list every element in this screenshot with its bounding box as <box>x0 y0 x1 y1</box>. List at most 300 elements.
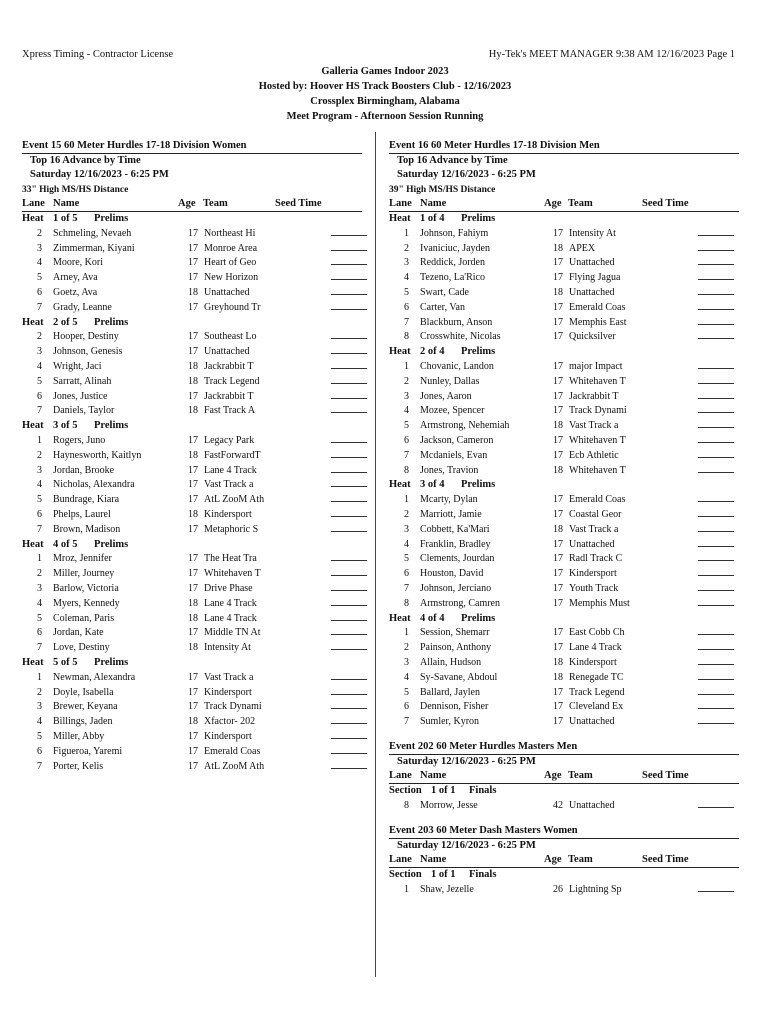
athlete-name: Shaw, Jezelle <box>420 883 474 895</box>
event-datetime: Saturday 12/16/2023 - 6:25 PM <box>397 755 536 767</box>
lane-number: 3 <box>37 582 42 594</box>
lane-number: 4 <box>404 405 409 417</box>
athlete-age: 17 <box>553 568 563 580</box>
team-name: Lane 4 Track <box>569 642 622 654</box>
athlete-age: 17 <box>553 508 563 520</box>
lane-number: 8 <box>404 799 409 811</box>
entry-row <box>22 390 362 405</box>
heat-label: Heat <box>389 346 411 358</box>
team-name: Kindersport <box>204 730 252 742</box>
name-header: Name <box>420 854 447 866</box>
athlete-age: 17 <box>188 745 198 757</box>
athlete-name: Figueroa, Yaremi <box>53 745 123 757</box>
lane-number: 7 <box>37 642 42 654</box>
athlete-age: 17 <box>188 346 198 358</box>
athlete-age: 18 <box>553 656 563 668</box>
athlete-age: 17 <box>553 301 563 313</box>
entry-row <box>389 316 739 331</box>
seed-time-blank <box>698 368 734 369</box>
athlete-age: 26 <box>553 883 563 895</box>
lane-number: 3 <box>37 701 42 713</box>
heat-label: Heat <box>389 479 411 491</box>
team-name: Jackrabbit T <box>204 390 254 402</box>
athlete-age: 17 <box>188 227 198 239</box>
seed-time-blank <box>698 398 734 399</box>
lane-number: 5 <box>404 553 409 565</box>
team-name: Lane 4 Track <box>204 464 257 476</box>
entry-row <box>22 493 362 508</box>
athlete-age: 17 <box>553 257 563 269</box>
athlete-age: 18 <box>188 597 198 609</box>
team-header: Team <box>568 854 593 866</box>
athlete-name: Haynesworth, Kaitlyn <box>53 449 142 461</box>
team-name: Youth Track <box>569 582 619 594</box>
entry-row <box>22 582 362 597</box>
hurdle-spec: 39" High MS/HS Distance <box>389 184 496 195</box>
athlete-name: Carter, Van <box>420 301 465 313</box>
entry-row <box>22 360 362 375</box>
seed-time-blank <box>331 264 367 265</box>
seed-time-blank <box>698 501 734 502</box>
spacer <box>389 814 739 824</box>
seed-time-blank <box>698 383 734 384</box>
team-name: Unattached <box>569 716 615 728</box>
meet-titles <box>0 64 770 124</box>
team-name: Unattached <box>204 346 250 358</box>
lane-number: 6 <box>404 701 409 713</box>
team-name: Kindersport <box>569 656 617 668</box>
round-type: Prelims <box>94 420 129 432</box>
heat-header <box>389 868 739 883</box>
team-name: East Cobb Ch <box>569 627 625 639</box>
athlete-age: 18 <box>553 464 563 476</box>
athlete-age: 17 <box>188 464 198 476</box>
athlete-name: Jones, Aaron <box>420 390 472 402</box>
athlete-age: 17 <box>553 701 563 713</box>
athlete-age: 17 <box>553 538 563 550</box>
lane-number: 7 <box>37 760 42 772</box>
team-name: Ecb Athletic <box>569 449 619 461</box>
athlete-age: 17 <box>188 701 198 713</box>
advance-rule: Top 16 Advance by Time <box>30 155 141 166</box>
lane-number: 1 <box>37 553 42 565</box>
team-name: Coastal Geor <box>569 508 622 520</box>
athlete-age: 17 <box>553 597 563 609</box>
athlete-age: 17 <box>188 730 198 742</box>
athlete-name: Armstrong, Camren <box>420 597 500 609</box>
entry-row <box>389 419 739 434</box>
round-type: Prelims <box>94 538 129 550</box>
seed-time-blank <box>331 723 367 724</box>
team-name: Middle TN At <box>204 627 261 639</box>
team-name: Intensity At <box>204 642 251 654</box>
entry-row <box>22 730 362 745</box>
heat-header <box>389 784 739 799</box>
athlete-name: Franklin, Bradley <box>420 538 491 550</box>
athlete-age: 17 <box>188 257 198 269</box>
entry-row <box>22 552 362 567</box>
seed-time-blank <box>698 324 734 325</box>
entry-row <box>389 508 739 523</box>
entry-row <box>389 641 739 656</box>
lane-number: 6 <box>37 287 42 298</box>
seed-time-blank <box>698 531 734 532</box>
lane-number: 7 <box>404 449 409 461</box>
seed-time-blank <box>331 679 367 680</box>
meet-name: Galleria Games Indoor 2023 <box>321 66 449 77</box>
athlete-age: 18 <box>188 642 198 654</box>
athlete-age: 18 <box>188 287 198 298</box>
seed-time-blank <box>331 768 367 769</box>
entry-row <box>389 582 739 597</box>
athlete-age: 17 <box>188 568 198 580</box>
athlete-name: Crosswhite, Nicolas <box>420 331 501 343</box>
seed-time-blank <box>331 294 367 295</box>
round-type: Prelims <box>461 479 496 491</box>
seed-time-blank <box>331 575 367 576</box>
seed-time-blank <box>698 634 734 635</box>
athlete-age: 17 <box>188 301 198 313</box>
athlete-age: 17 <box>188 434 198 446</box>
seed-time-blank <box>331 353 367 354</box>
entry-row <box>389 301 739 316</box>
event-title: Event 203 60 Meter Dash Masters Women <box>389 824 739 839</box>
seed-time-blank <box>698 442 734 443</box>
age-header: Age <box>544 198 562 210</box>
seed-time-blank <box>331 412 367 413</box>
lane-number: 7 <box>404 316 409 328</box>
page-header <box>22 49 735 62</box>
lane-number: 2 <box>404 375 409 387</box>
entry-row <box>389 686 739 701</box>
seed-time-blank <box>698 264 734 265</box>
seed-time-blank <box>698 723 734 724</box>
athlete-name: Hooper, Destiny <box>53 331 119 343</box>
advance-rule: Top 16 Advance by Time <box>397 155 508 166</box>
team-name: Southeast Lo <box>204 331 257 343</box>
lane-number: 1 <box>404 883 409 895</box>
entry-row <box>22 641 362 656</box>
athlete-age: 17 <box>188 582 198 594</box>
heat-header <box>389 212 739 227</box>
lane-number: 2 <box>37 686 42 698</box>
seed-time-blank <box>331 472 367 473</box>
lane-number: 6 <box>37 627 42 639</box>
entry-row <box>22 464 362 479</box>
seed-time-blank <box>331 694 367 695</box>
entry-row <box>389 360 739 375</box>
entry-row <box>389 330 739 345</box>
heat-number: 4 of 5 <box>53 538 78 550</box>
seed-time-blank <box>331 398 367 399</box>
lane-number: 5 <box>37 375 42 387</box>
heat-label: Section <box>389 868 422 880</box>
lane-number: 5 <box>37 494 42 506</box>
left-column <box>22 139 362 774</box>
round-type: Prelims <box>94 213 129 225</box>
heat-label: Heat <box>22 656 44 668</box>
athlete-name: Goetz, Ava <box>53 287 98 298</box>
heat-number: 1 of 4 <box>420 213 445 225</box>
athlete-age: 17 <box>553 494 563 506</box>
seed-time-blank <box>698 412 734 413</box>
team-name: Track Legend <box>204 375 260 387</box>
seed-time-blank <box>331 620 367 621</box>
heat-number: 5 of 5 <box>53 656 78 668</box>
athlete-name: Painson, Anthony <box>420 642 492 654</box>
lane-number: 2 <box>37 227 42 239</box>
seed-time-blank <box>698 694 734 695</box>
team-name: Renegade TC <box>569 671 624 683</box>
athlete-name: Ballard, Jaylen <box>420 686 480 698</box>
athlete-age: 18 <box>553 287 563 298</box>
athlete-age: 17 <box>553 434 563 446</box>
name-header: Name <box>420 198 447 210</box>
team-name: APEX <box>569 242 596 254</box>
athlete-age: 17 <box>188 671 198 683</box>
column-divider <box>375 132 376 977</box>
team-name: Intensity At <box>569 227 616 239</box>
athlete-age: 17 <box>553 642 563 654</box>
team-name: Legacy Park <box>204 434 255 446</box>
entry-row <box>389 242 739 257</box>
heat-label: Section <box>389 785 422 797</box>
athlete-name: Brown, Madison <box>53 523 121 535</box>
team-name: Heart of Geo <box>204 257 257 269</box>
athlete-name: Miller, Journey <box>53 568 115 580</box>
team-name: Fast Track A <box>204 405 256 417</box>
athlete-name: Mcdaniels, Evan <box>420 449 488 461</box>
entry-row <box>22 345 362 360</box>
team-name: Lightning Sp <box>569 883 622 895</box>
athlete-age: 18 <box>553 671 563 683</box>
team-name: Track Legend <box>569 686 625 698</box>
team-name: Kindersport <box>204 686 252 698</box>
heat-number: 4 of 4 <box>420 612 445 624</box>
team-name: Track Dynami <box>569 405 627 417</box>
athlete-name: Marriott, Jamie <box>420 508 482 520</box>
team-name: Jackrabbit T <box>569 390 619 402</box>
athlete-name: Mroz, Jennifer <box>53 553 112 565</box>
athlete-age: 42 <box>553 799 563 811</box>
heat-header <box>22 538 362 553</box>
lane-number: 8 <box>404 597 409 609</box>
lane-header: Lane <box>389 198 412 210</box>
lane-number: 4 <box>404 671 409 683</box>
athlete-name: Grady, Leanne <box>53 301 112 313</box>
team-name: Track Dynami <box>204 701 262 713</box>
seed-time-blank <box>331 235 367 236</box>
seed-time-blank <box>698 457 734 458</box>
seed-time-blank <box>331 368 367 369</box>
athlete-name: Daniels, Taylor <box>53 405 115 417</box>
athlete-age: 18 <box>188 375 198 387</box>
entry-row <box>22 271 362 286</box>
lane-number: 2 <box>404 242 409 254</box>
lane-number: 6 <box>37 745 42 757</box>
team-name: Unattached <box>569 799 615 811</box>
team-name: New Horizon <box>204 272 259 284</box>
lane-number: 1 <box>37 434 42 446</box>
entry-row <box>389 286 739 301</box>
lane-number: 2 <box>37 331 42 343</box>
entry-row <box>389 597 739 612</box>
lane-header: Lane <box>389 770 412 782</box>
entry-row <box>22 760 362 775</box>
entry-row <box>389 626 739 641</box>
seed-time-blank <box>698 807 734 808</box>
team-name: Emerald Coas <box>204 745 261 757</box>
seed-time-blank <box>331 457 367 458</box>
athlete-age: 17 <box>553 360 563 372</box>
team-name: Whitehaven T <box>569 434 626 446</box>
team-name: Vast Track a <box>204 671 254 683</box>
seed-time-blank <box>331 309 367 310</box>
team-name: Xfactor- 202 <box>204 716 256 728</box>
athlete-name: Cobbett, Ka'Mari <box>420 523 490 535</box>
heat-label: Heat <box>389 612 411 624</box>
athlete-age: 18 <box>188 612 198 624</box>
athlete-name: Moore, Kori <box>53 257 103 269</box>
athlete-age: 17 <box>553 331 563 343</box>
athlete-name: Wright, Jaci <box>53 360 102 372</box>
entry-row <box>389 271 739 286</box>
round-type: Prelims <box>461 612 496 624</box>
athlete-age: 17 <box>188 331 198 343</box>
athlete-name: Miller, Abby <box>53 730 105 742</box>
lane-number: 5 <box>37 272 42 284</box>
spacer <box>389 730 739 740</box>
entry-row <box>389 464 739 479</box>
lane-number: 5 <box>37 730 42 742</box>
event-block <box>389 139 739 730</box>
column-header <box>389 853 739 868</box>
entry-row <box>389 538 739 553</box>
heat-header <box>22 419 362 434</box>
seed-time-blank <box>331 338 367 339</box>
lane-number: 6 <box>404 434 409 446</box>
athlete-age: 17 <box>553 627 563 639</box>
team-name: Emerald Coas <box>569 301 626 313</box>
team-header: Team <box>203 198 228 210</box>
team-name: Memphis Must <box>569 597 630 609</box>
heat-header <box>389 478 739 493</box>
athlete-name: Sy-Savane, Abdoul <box>420 671 498 683</box>
athlete-age: 17 <box>188 553 198 565</box>
lane-number: 3 <box>37 346 42 358</box>
athlete-age: 17 <box>188 627 198 639</box>
seed-time-blank <box>698 649 734 650</box>
athlete-age: 17 <box>553 375 563 387</box>
lane-number: 1 <box>404 360 409 372</box>
heat-header <box>389 345 739 360</box>
round-type: Prelims <box>94 656 129 668</box>
lane-number: 7 <box>404 582 409 594</box>
entry-row <box>389 883 739 898</box>
athlete-age: 17 <box>553 582 563 594</box>
lane-number: 4 <box>37 716 42 728</box>
athlete-name: Jordan, Kate <box>53 627 104 639</box>
round-type: Finals <box>469 868 497 880</box>
athlete-age: 17 <box>188 760 198 772</box>
athlete-name: Doyle, Isabella <box>53 686 114 698</box>
athlete-name: Coleman, Paris <box>53 612 115 624</box>
seed-time-blank <box>698 235 734 236</box>
lane-number: 3 <box>404 257 409 269</box>
entry-row <box>22 286 362 301</box>
athlete-name: Johnson, Genesis <box>53 346 123 358</box>
seed-time-blank <box>331 486 367 487</box>
team-name: Unattached <box>569 287 615 298</box>
athlete-name: Jordan, Brooke <box>53 464 115 476</box>
team-name: Radl Track C <box>569 553 623 565</box>
entry-row <box>22 301 362 316</box>
lane-number: 8 <box>404 331 409 343</box>
seed-time-blank <box>331 516 367 517</box>
team-name: Cleveland Ex <box>569 701 624 713</box>
event-datetime: Saturday 12/16/2023 - 6:25 PM <box>30 169 169 181</box>
lane-number: 3 <box>404 523 409 535</box>
athlete-age: 18 <box>188 360 198 372</box>
lane-number: 7 <box>37 405 42 417</box>
entry-row <box>22 227 362 242</box>
athlete-age: 18 <box>188 405 198 417</box>
team-name: Drive Phase <box>204 582 253 594</box>
heat-label: Heat <box>389 213 411 225</box>
lane-number: 4 <box>37 479 42 491</box>
athlete-name: Schmeling, Nevaeh <box>53 227 132 239</box>
lane-number: 7 <box>37 301 42 313</box>
athlete-age: 17 <box>553 405 563 417</box>
team-name: Lane 4 Track <box>204 612 257 624</box>
team-header: Team <box>568 198 593 210</box>
lane-number: 1 <box>37 671 42 683</box>
athlete-name: Tezeno, La'Rico <box>420 272 485 284</box>
heat-number: 1 of 5 <box>53 213 78 225</box>
lane-number: 2 <box>404 642 409 654</box>
athlete-name: Porter, Kelis <box>53 760 104 772</box>
team-name: Memphis East <box>569 316 627 328</box>
event-datetime: Saturday 12/16/2023 - 6:25 PM <box>397 169 536 181</box>
column-header <box>22 197 362 212</box>
lane-number: 1 <box>404 227 409 239</box>
entry-row <box>389 404 739 419</box>
seed-time-blank <box>698 309 734 310</box>
entry-row <box>22 434 362 449</box>
event-block <box>22 139 362 774</box>
round-type: Prelims <box>94 316 129 328</box>
entry-row <box>22 567 362 582</box>
athlete-age: 17 <box>553 316 563 328</box>
athlete-name: Chovanic, Landon <box>420 360 494 372</box>
seed-time-blank <box>331 708 367 709</box>
team-name: Emerald Coas <box>569 494 626 506</box>
seed-time-blank <box>331 531 367 532</box>
round-type: Prelims <box>461 213 496 225</box>
entry-row <box>22 375 362 390</box>
team-header: Team <box>568 770 593 782</box>
athlete-name: Newman, Alexandra <box>53 671 136 683</box>
event-block <box>389 824 739 898</box>
lane-number: 5 <box>404 287 409 298</box>
seed-time-blank <box>331 501 367 502</box>
entry-row <box>389 434 739 449</box>
software-stamp: Hy-Tek's MEET MANAGER 9:38 AM 12/16/2023 Page 1 <box>488 49 735 60</box>
lane-number: 6 <box>37 390 42 402</box>
lane-number: 4 <box>404 272 409 284</box>
athlete-name: Blackburn, Anson <box>420 316 493 328</box>
athlete-age: 18 <box>188 508 198 520</box>
